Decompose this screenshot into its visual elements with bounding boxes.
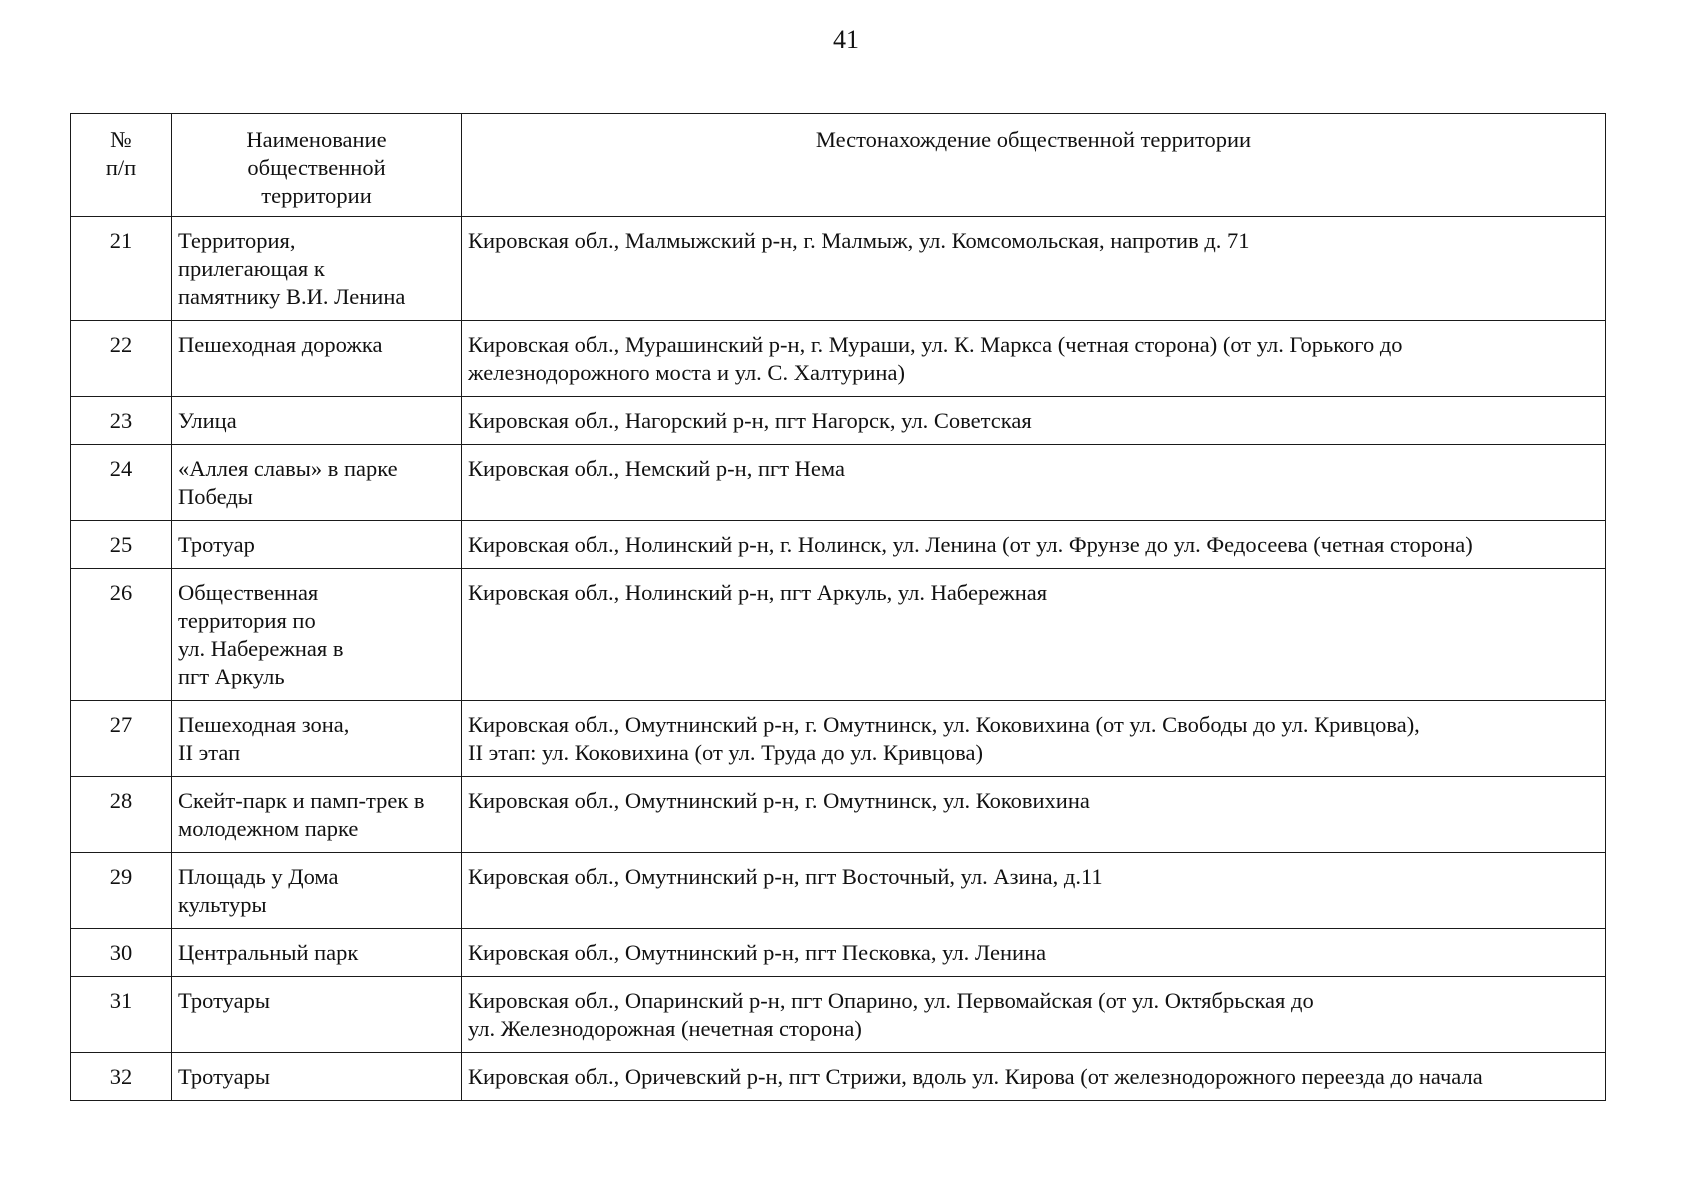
- territory-location: [462, 217, 1606, 321]
- territory-location: [462, 569, 1606, 701]
- territory-name: [172, 777, 462, 853]
- territory-name-line: II этап: [178, 740, 241, 765]
- header-num-line: п/п: [105, 155, 137, 180]
- row-number: 32: [71, 1053, 172, 1101]
- territory-location: [462, 521, 1606, 569]
- header-name: [172, 114, 462, 217]
- table-row: [71, 977, 1606, 1053]
- public-territories-table: [70, 113, 1606, 1101]
- territory-name: [172, 853, 462, 929]
- territory-name-line: пгт Аркуль: [178, 664, 285, 689]
- header-location: [462, 114, 1606, 217]
- territory-name: [172, 977, 462, 1053]
- territory-location-line: Кировская обл., Нолинский р-н, пгт Аркуль, ул. Набережная: [468, 580, 1048, 605]
- territory-location-line: Кировская обл., Мурашинский р-н, г. Мураши, ул. К. Маркса (четная сторона) (от ул. Горького до: [468, 332, 1403, 357]
- territory-name: [172, 1053, 462, 1101]
- territory-name-line: памятнику В.И. Ленина: [178, 284, 406, 309]
- row-number: 22: [71, 321, 172, 397]
- row-number: 26: [71, 569, 172, 701]
- territory-location-line: Кировская обл., Нолинский р-н, г. Нолинск, ул. Ленина (от ул. Фрунзе до ул. Федосеева (четная сторона): [468, 532, 1473, 557]
- territory-location: [462, 929, 1606, 977]
- territory-name: [172, 217, 462, 321]
- territory-name-line: Тротуары: [178, 988, 270, 1013]
- territory-name: [172, 701, 462, 777]
- table-header-row: [71, 114, 1606, 217]
- table-row: [71, 929, 1606, 977]
- territory-name-line: Центральный парк: [178, 940, 359, 965]
- header-location-line: Местонахождение общественной территории: [815, 127, 1252, 152]
- territory-location-line: железнодорожного моста и ул. С. Халтурина): [468, 360, 905, 385]
- header-num-line: №: [110, 127, 132, 152]
- territory-name-line: молодежном парке: [178, 816, 359, 841]
- territory-location: [462, 777, 1606, 853]
- territory-location-line: Кировская обл., Омутнинский р-н, г. Омутнинск, ул. Коковихина: [468, 788, 1090, 813]
- territory-name-line: Улица: [178, 408, 237, 433]
- table-body: [71, 217, 1606, 1101]
- territory-name-line: «Аллея славы» в парке: [178, 456, 398, 481]
- territory-location-line: Кировская обл., Оричевский р-н, пгт Стрижи, вдоль ул. Кирова (от железнодорожного переезда до начала: [468, 1064, 1483, 1089]
- territory-name-line: Территория,: [178, 228, 296, 253]
- table-row: [71, 445, 1606, 521]
- territory-name: [172, 445, 462, 521]
- territory-name: [172, 521, 462, 569]
- table-row: [71, 701, 1606, 777]
- territory-location-line: Кировская обл., Опаринский р-н, пгт Опарино, ул. Первомайская (от ул. Октябрьская до: [468, 988, 1314, 1013]
- header-name-line: общественной: [247, 155, 386, 180]
- row-number: 25: [71, 521, 172, 569]
- territory-location-line: Кировская обл., Нагорский р-н, пгт Нагорск, ул. Советская: [468, 408, 1032, 433]
- page-number: 41: [833, 25, 859, 54]
- territory-location: [462, 397, 1606, 445]
- territory-location-line: Кировская обл., Немский р-н, пгт Нема: [468, 456, 845, 481]
- table-row: [71, 1053, 1606, 1101]
- territory-location: [462, 321, 1606, 397]
- territory-name-line: Пешеходная дорожка: [178, 332, 383, 357]
- row-number: 21: [71, 217, 172, 321]
- header-name-line: территории: [261, 183, 372, 208]
- territory-name-line: Скейт-парк и памп-трек в: [178, 788, 425, 813]
- territory-location: [462, 853, 1606, 929]
- row-number: 24: [71, 445, 172, 521]
- territory-location-line: II этап: ул. Коковихина (от ул. Труда до ул. Кривцова): [468, 740, 983, 765]
- territory-name-line: Тротуары: [178, 1064, 270, 1089]
- territory-name-line: ул. Набережная в: [178, 636, 344, 661]
- territory-name-line: Общественная: [178, 580, 319, 605]
- row-number: 31: [71, 977, 172, 1053]
- territory-location-line: Кировская обл., Малмыжский р-н, г. Малмыж, ул. Комсомольская, напротив д. 71: [468, 228, 1250, 253]
- territory-name: [172, 397, 462, 445]
- territory-name-line: территория по: [178, 608, 316, 633]
- territory-name-line: культуры: [178, 892, 267, 917]
- row-number: 30: [71, 929, 172, 977]
- territory-location-line: ул. Железнодорожная (нечетная сторона): [468, 1016, 862, 1041]
- territory-name: [172, 321, 462, 397]
- territory-location: [462, 701, 1606, 777]
- territory-location-line: Кировская обл., Омутнинский р-н, пгт Песковка, ул. Ленина: [468, 940, 1047, 965]
- table-row: [71, 397, 1606, 445]
- row-number: 28: [71, 777, 172, 853]
- territory-name-line: прилегающая к: [178, 256, 325, 281]
- table-row: [71, 521, 1606, 569]
- territory-name: [172, 929, 462, 977]
- header-num: [71, 114, 172, 217]
- territory-location: [462, 1053, 1606, 1101]
- territory-location: [462, 977, 1606, 1053]
- territory-name-line: Тротуар: [178, 532, 255, 557]
- territory-name-line: Площадь у Дома: [178, 864, 339, 889]
- table-row: [71, 569, 1606, 701]
- header-name-line: Наименование: [246, 127, 387, 152]
- table-row: [71, 853, 1606, 929]
- table-row: [71, 777, 1606, 853]
- row-number: 23: [71, 397, 172, 445]
- territory-name-line: Победы: [178, 484, 253, 509]
- territory-name-line: Пешеходная зона,: [178, 712, 350, 737]
- territory-name: [172, 569, 462, 701]
- territory-location-line: Кировская обл., Омутнинский р-н, пгт Восточный, ул. Азина, д.11: [468, 864, 1103, 889]
- table-row: [71, 217, 1606, 321]
- row-number: 27: [71, 701, 172, 777]
- territory-location-line: Кировская обл., Омутнинский р-н, г. Омутнинск, ул. Коковихина (от ул. Свободы до ул. Кривцова),: [468, 712, 1420, 737]
- territory-location: [462, 445, 1606, 521]
- table-row: [71, 321, 1606, 397]
- row-number: 29: [71, 853, 172, 929]
